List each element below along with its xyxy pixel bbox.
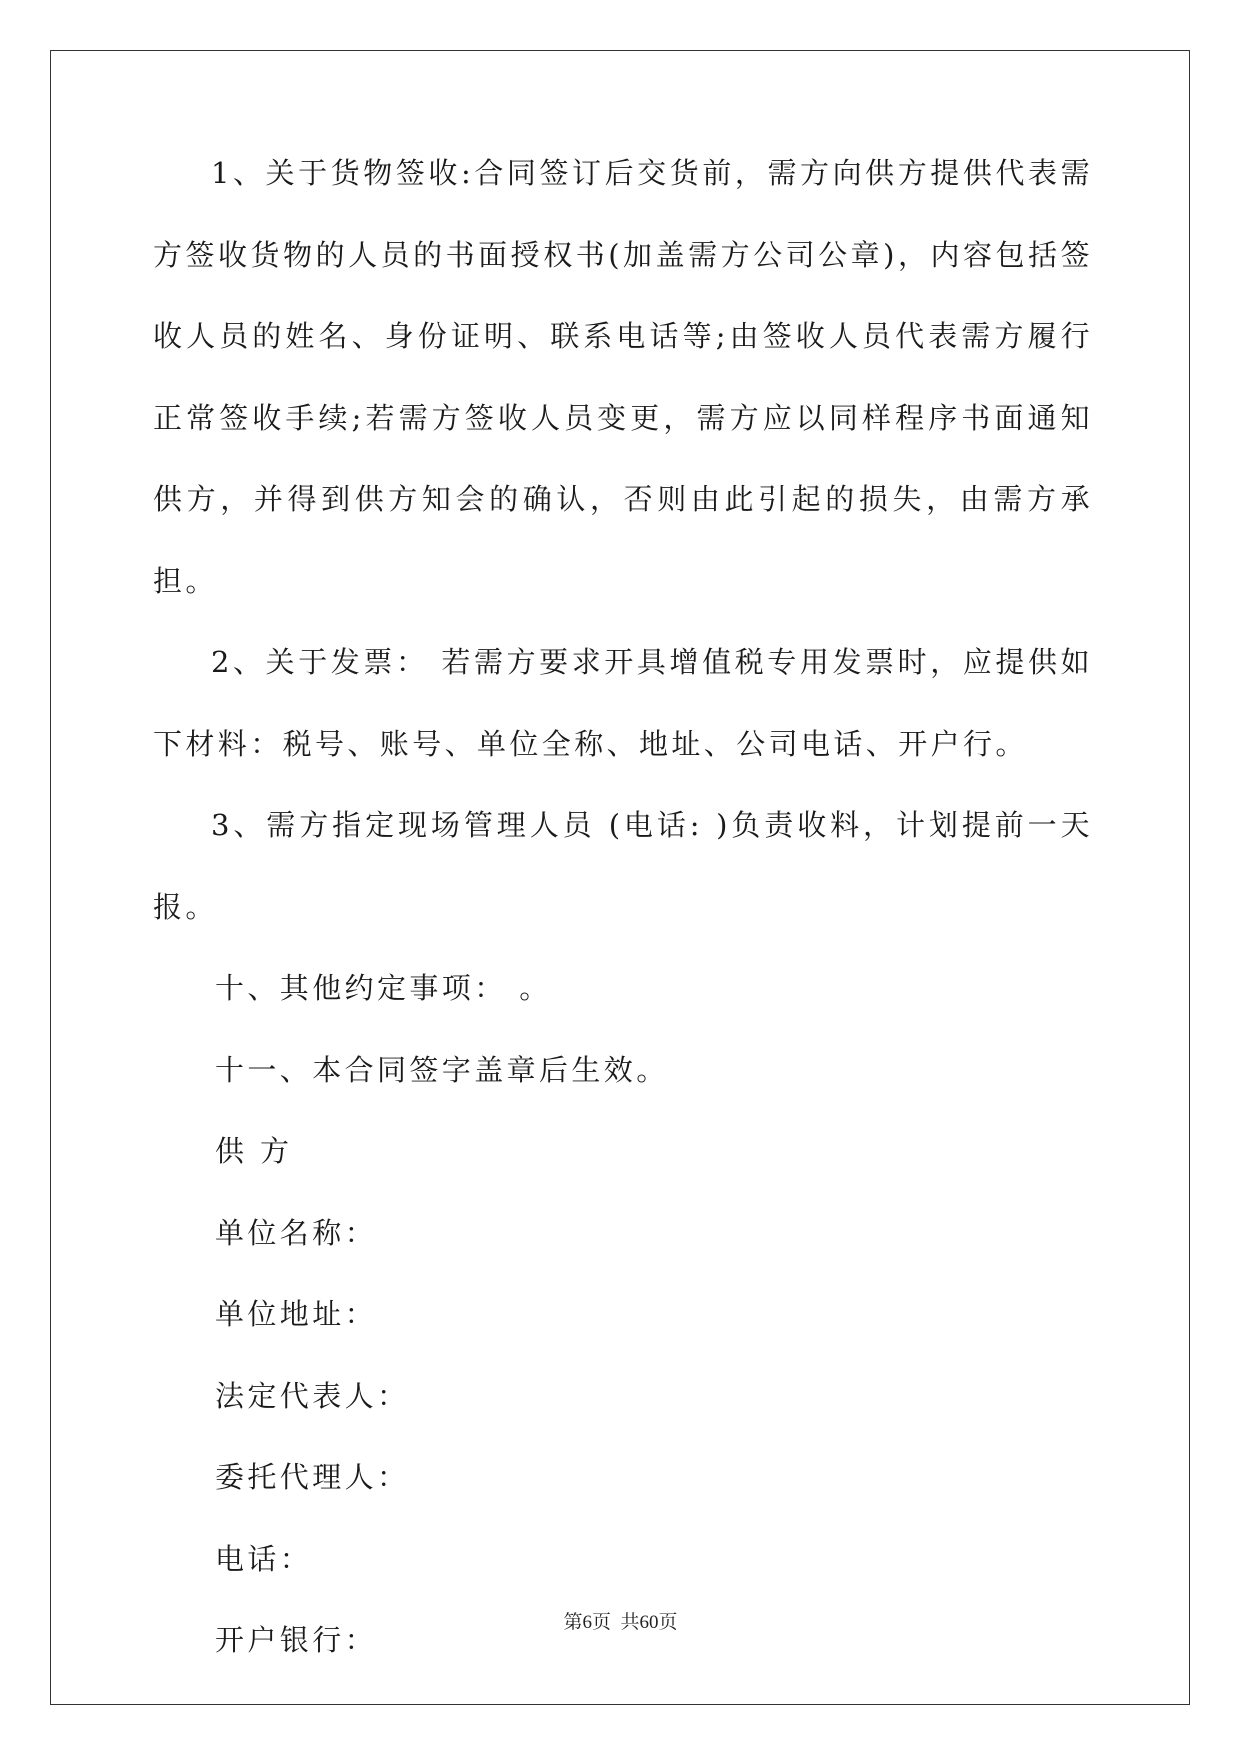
page-number-footer: 第6页 共60页: [563, 1612, 678, 1633]
field-company-address: 单位地址：: [215, 1297, 378, 1331]
field-company-name: 单位名称：: [215, 1215, 378, 1250]
field-bank: 开户银行：: [215, 1623, 378, 1657]
clause-effective: 十一、本合同签字盖章后生效。: [215, 1052, 669, 1087]
field-legal-representative: 法定代表人：: [215, 1378, 410, 1413]
paragraph-invoice: 2、关于发票： 若需方要求开具增值税专用发票时，应提供如下材料：税号、账号、单位全称、地址、公司电话、开户行。: [153, 645, 1093, 761]
paragraph-goods-receipt: 1、关于货物签收:合同签订后交货前，需方向供方提供代表需方签收货物的人员的书面授权书(加盖需方公司公章)，内容包括签收人员的姓名、身份证明、联系电话等;由签收人员代表需方履行正常签收手续;若需方签收人员变更，需方应以同样程序书面通知供方，并得到供方知会的确认，否则由此引起的损失，由需方承担。: [153, 156, 1093, 598]
supplier-heading: 供 方: [215, 1134, 293, 1168]
field-authorized-agent: 委托代理人：: [215, 1460, 410, 1494]
field-phone: 电话：: [215, 1541, 313, 1576]
document-body: [153, 133, 1093, 1682]
clause-other-agreements: 十、其他约定事项： 。: [215, 971, 552, 1005]
paragraph-site-manager: 3、需方指定现场管理人员 (电话: )负责收料，计划提前一天报。: [153, 808, 1093, 924]
